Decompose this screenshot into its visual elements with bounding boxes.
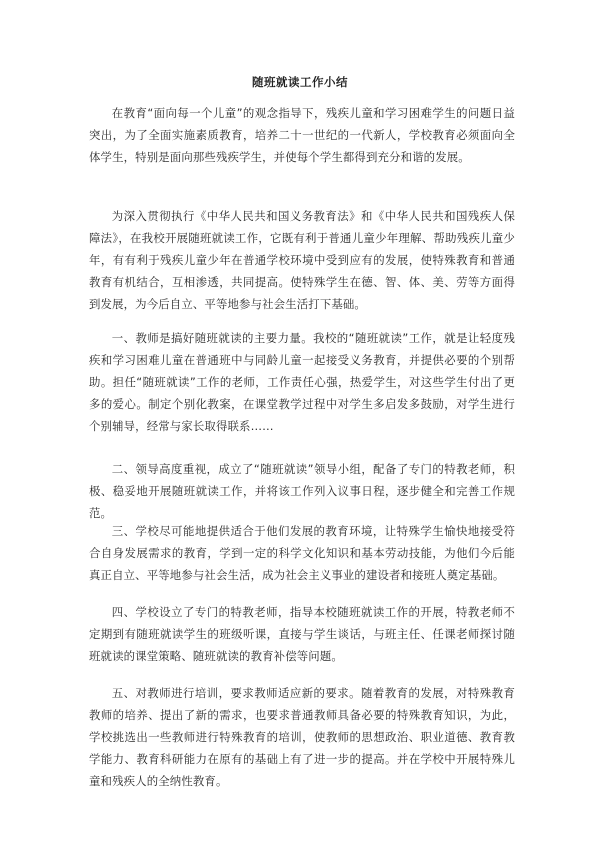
paragraph-environment: 三、学校尽可能地提供适合于他们发展的教育环境，让特殊学生愉快地接受符合自身发展需求的教育，学到一定的科学文化知识和基本劳动技能，为他们今后能真正自立、平等地参与社会生活，成为社会主义事业的建设者和接班人奠定基础。 xyxy=(89,524,515,582)
document-title: 随班就读工作小结 xyxy=(252,75,348,89)
paragraph-legal-basis: 为深入贯彻执行《中华人民共和国义务教育法》和《中华人民共和国残疾人保障法》，在我校开展随班就读工作，它既有利于普通儿童少年理解、帮助残疾儿童少年，有有利于残疾儿童少年在普通学校环境中受到应有的发展，使特殊教育和普通教育有机结合，互相渗透，共同提高。使特殊学生在德、智、体、美、劳等方面得到发展，为今后自立、平等地参与社会生活打下基础。 xyxy=(89,209,515,311)
paragraph-leadership: 二、领导高度重视，成立了“随班就读”领导小组，配备了专门的特教老师，积极、稳妥地开展随班就读工作，并将该工作列入议事日程，逐步健全和完善工作规范。 xyxy=(89,462,515,520)
paragraph-teachers: 一、教师是搞好随班就读的主要力量。我校的“随班就读”工作，就是让轻度残疾和学习困难儿童在普通班中与同龄儿童一起接受义务教育，并提供必要的个别帮助。担任“随班就读”工作的老师，工作责任心强，热爱学生，对这些学生付出了更多的爱心。制定个别化教案，在课堂教学过程中对学生多启发多鼓励，对学生进行个别辅导，经常与家长取得联系…… xyxy=(89,331,515,433)
paragraph-special-teachers: 四、学校设立了专门的特教老师，指导本校随班就读工作的开展，特教老师不定期到有随班就读学生的班级听课，直接与学生谈话，与班主任、任课老师探讨随班就读的课堂策略、随班就读的教育补偿等问题。 xyxy=(89,605,515,663)
paragraph-intro: 在教育“面向每一个儿童”的观念指导下，残疾儿童和学习困难学生的问题日益突出，为了全面实施素质教育，培养二十一世纪的一代新人，学校教育必须面向全体学生，特别是面向那些残疾学生，并使每个学生都得到充分和谐的发展。 xyxy=(89,106,515,164)
paragraph-training: 五、对教师进行培训，要求教师适应新的要求。随着教育的发展，对特殊教育教师的培养、提出了新的需求，也要求普通教师具备必要的特殊教育知识，为此，学校挑选出一些教师进行特殊教育的培训，使教师的思想政治、职业道德、教育教学能力、教育科研能力在原有的基础上有了进一步的提高。并在学校中开展特殊儿童和残疾人的全纳性教育。 xyxy=(89,686,515,788)
